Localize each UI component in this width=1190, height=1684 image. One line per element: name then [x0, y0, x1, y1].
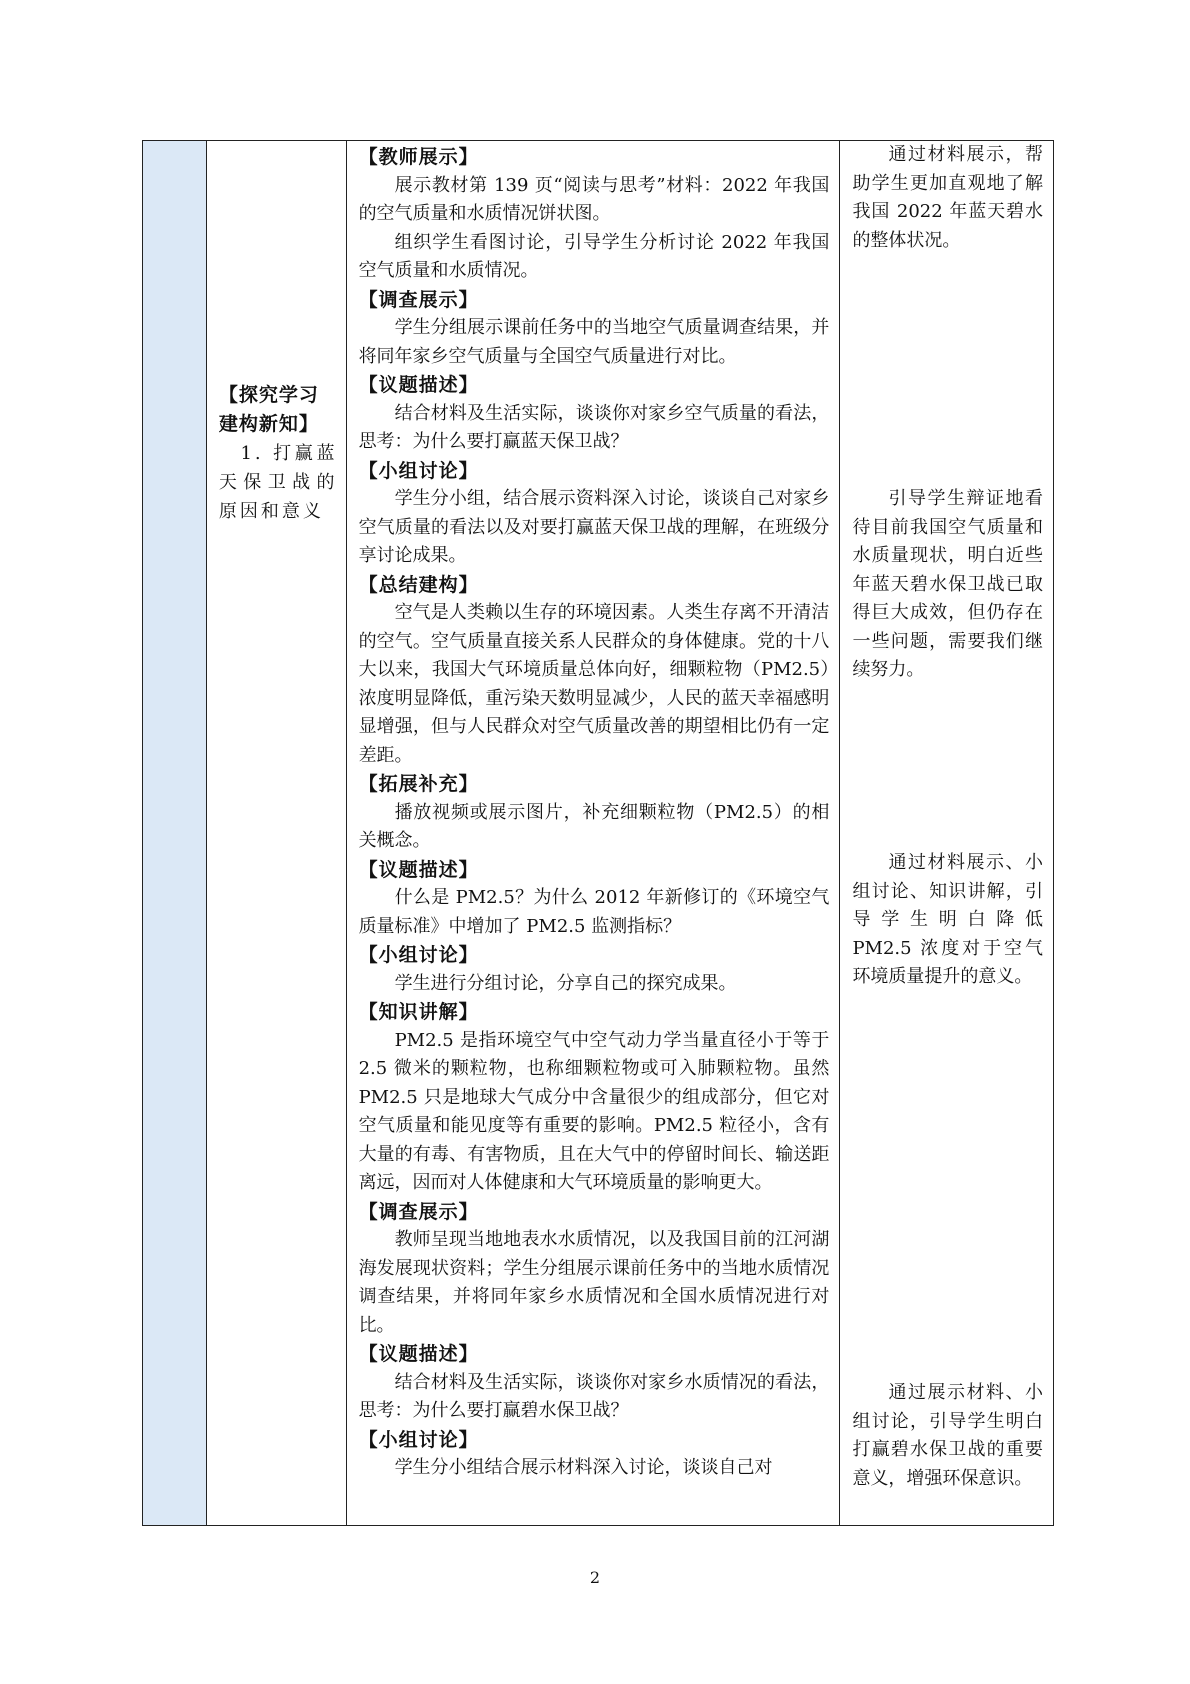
block-heading: 【拓展补充】: [358, 773, 479, 795]
purpose-note: 通过材料展示，帮助学生更加直观地了解我国 2022 年蓝天碧水的整体状况。: [852, 144, 1043, 251]
purpose-note: 通过材料展示、小组讨论、知识讲解，引导学生明白降低 PM2.5 浓度对于空气环境质量提升的意义。: [852, 852, 1043, 987]
block-heading: 【小组讨论】: [358, 1428, 479, 1451]
block-paragraph: 学生进行分组讨论，分享自己的探究成果。: [394, 972, 737, 994]
purpose-note: 通过展示材料、小组讨论，引导学生明白打赢碧水保卫战的重要意义，增强环保意识。: [852, 1382, 1043, 1489]
block-paragraph: 组织学生看图讨论，引导学生分析讨论 2022 年我国空气质量和水质情况。: [358, 231, 830, 281]
block-paragraph: 学生分组展示课前任务中的当地空气质量调查结果，并将同年家乡空气质量与全国空气质量进行对比。: [358, 317, 830, 367]
block-heading: 【调查展示】: [358, 1200, 479, 1223]
block-heading: 【议题描述】: [358, 858, 479, 881]
page-number: 2: [589, 1568, 601, 1587]
block-paragraph: 播放视频或展示图片，补充细颗粒物（PM2.5）的相关概念。: [358, 801, 830, 851]
lesson-table: [142, 140, 1054, 1526]
block-heading: 【教师展示】: [358, 146, 479, 168]
block-heading: 【总结建构】: [358, 573, 479, 596]
block-paragraph: 教师呈现当地地表水水质情况，以及我国目前的江河湖海发展现状资料；学生分组展示课前任务中的当地水质情况调查结果，并将同年家乡水质情况和全国水质情况进行对比。: [358, 1229, 830, 1336]
activity-column: [347, 141, 841, 1525]
block-paragraph: 结合材料及生活实际，谈谈你对家乡水质情况的看法，思考：为什么要打赢碧水保卫战？: [358, 1371, 830, 1421]
section-heading: 【探究学习建构新知】: [218, 384, 319, 435]
block-paragraph: 空气是人类赖以生存的环境因素。人类生存离不开清洁的空气。空气质量直接关系人民群众的身体健康。党的十八大以来，我国大气环境质量总体向好，细颗粒物（PM2.5）浓度明显降低，重污染天数明显减少，人民的蓝天幸福感明显增强，但与人民群众对空气质量改善的期望相比仍有一定差距。: [358, 602, 830, 766]
block-heading: 【议题描述】: [358, 374, 479, 396]
block-heading: 【小组讨论】: [358, 459, 479, 482]
block-paragraph: 展示教材第 139 页“阅读与思考”材料：2022 年我国的空气质量和水质情况饼状图。: [358, 174, 830, 224]
block-heading: 【知识讲解】: [358, 1001, 479, 1023]
block-heading: 【调查展示】: [358, 288, 479, 311]
block-heading: 【小组讨论】: [358, 944, 479, 966]
section-column: [207, 141, 347, 1525]
block-paragraph: PM2.5 是指环境空气中空气动力学当量直径小于等于 2.5 微米的颗粒物，也称细颗粒物或可入肺颗粒物。虽然 PM2.5 只是地球大气成分中含量很少的组成部分，但它对空气质量和能见度等有重要的影响。PM2.5 粒径小，含有大量的有毒、有害物质，且在大气中的停留时间长、输送距离远，因而对人体健康和大气环境质量的影响更大。: [358, 1029, 830, 1193]
block-paragraph: 学生分小组，结合展示资料深入讨论，谈谈自己对家乡空气质量的看法以及对要打赢蓝天保卫战的理解，在班级分享讨论成果。: [358, 488, 830, 566]
block-paragraph: 什么是 PM2.5？为什么 2012 年新修订的《环境空气质量标准》中增加了 PM2.5 监测指标？: [358, 887, 830, 937]
stage-column: [143, 141, 207, 1525]
section-subtitle: 1. 打赢蓝天保卫战的原因和意义: [218, 443, 338, 522]
block-paragraph: 学生分小组结合展示材料深入讨论，谈谈自己对: [394, 1457, 773, 1478]
block-paragraph: 结合材料及生活实际，谈谈你对家乡空气质量的看法，思考：为什么要打赢蓝天保卫战？: [358, 402, 830, 452]
purpose-column: [840, 141, 1053, 1525]
block-heading: 【议题描述】: [358, 1343, 479, 1365]
purpose-note: 引导学生辩证地看待目前我国空气质量和水质量现状，明白近些年蓝天碧水保卫战已取得巨大成效，但仍存在一些问题，需要我们继续努力。: [852, 488, 1043, 680]
